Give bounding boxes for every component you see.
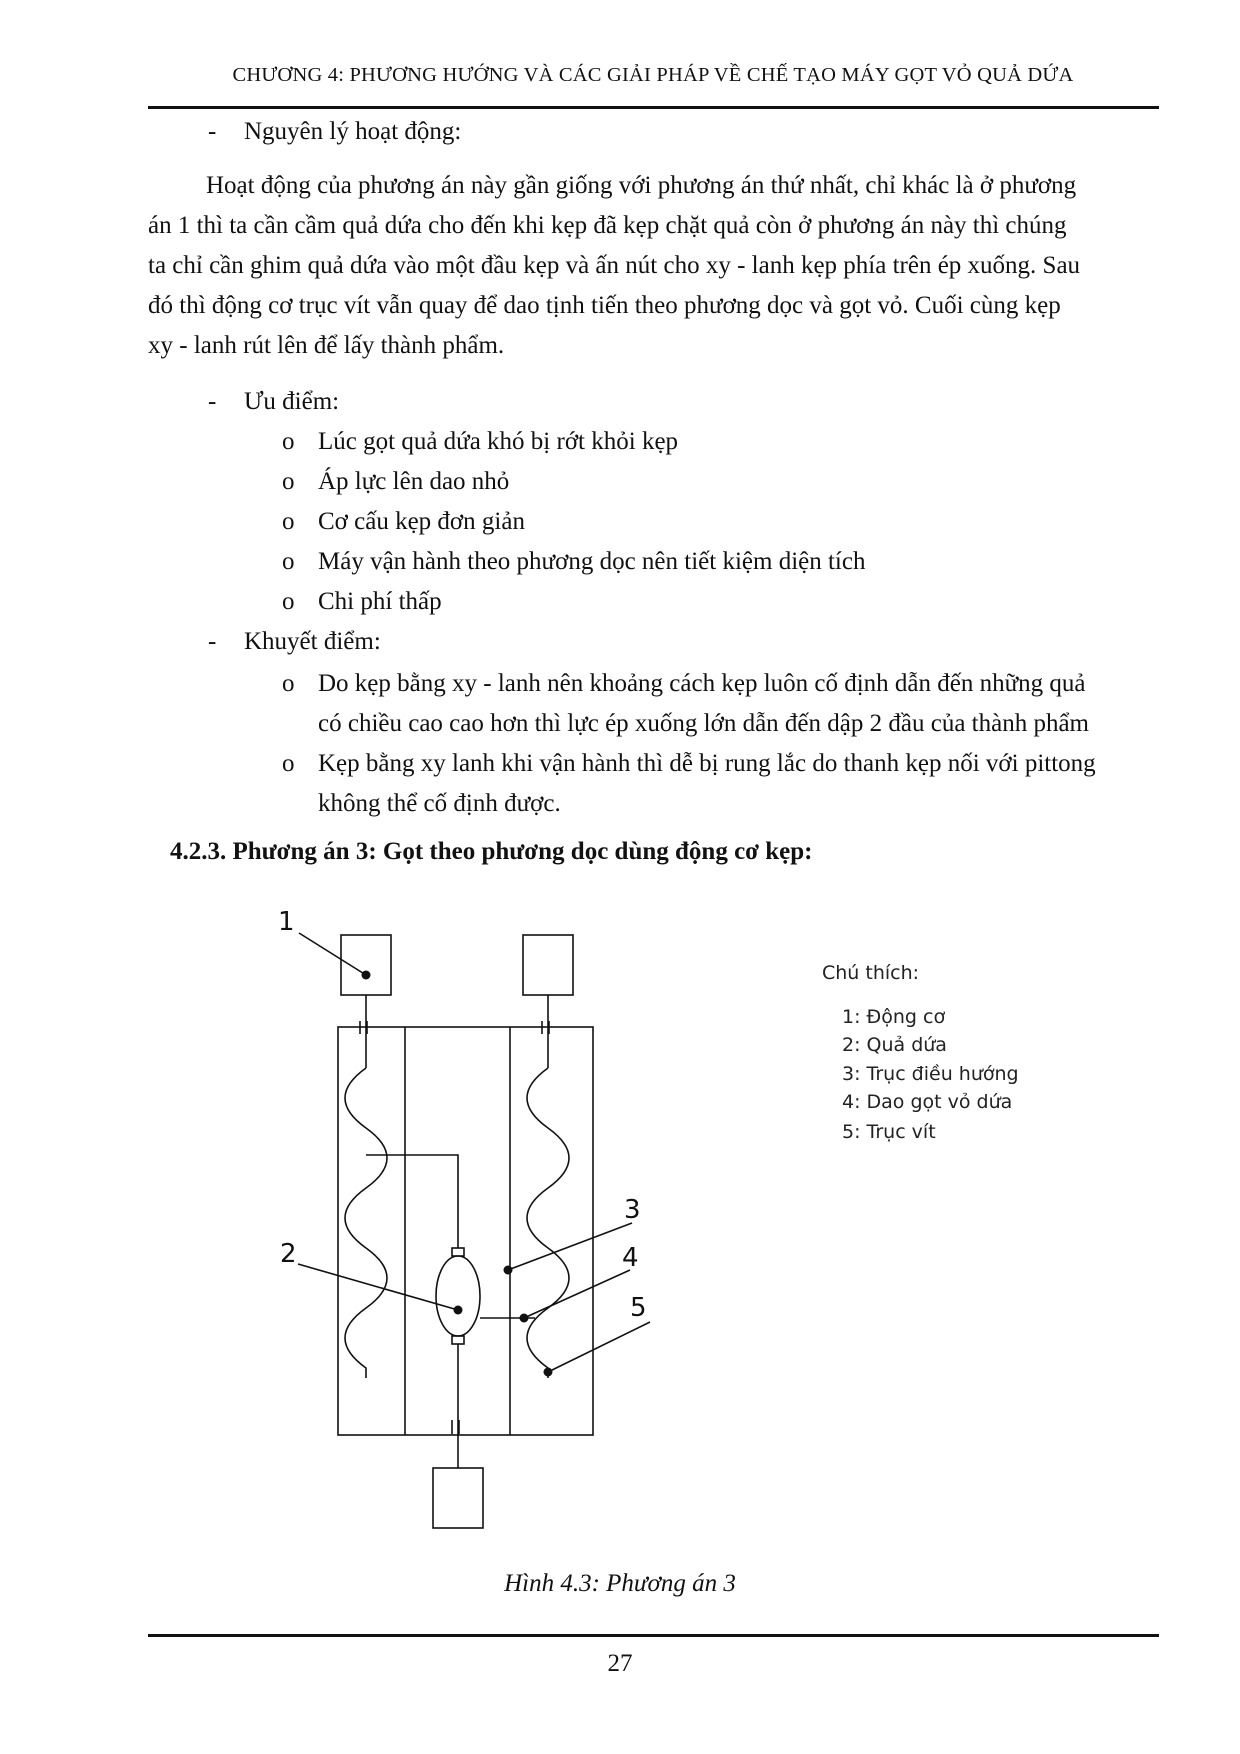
legend-item-4: 4: Dao gọt vỏ dứa [842,1091,1013,1113]
disadvantages-heading: Khuyết điểm: [244,628,381,655]
page-number: 27 [607,1650,633,1677]
figure-caption: Hình 4.3: Phương án 3 [504,1570,736,1597]
bullet-marker: o [282,670,295,697]
bottom-motor [433,1468,483,1528]
disadvantage-line-1: Kẹp bằng xy lanh khi vận hành thì dễ bị rung lắc do thanh kẹp nối với pittong [318,750,1096,777]
label-dot-4 [520,1314,529,1323]
leader-line-4 [524,1270,630,1318]
top-motor-right [523,935,573,995]
section-title: 4.2.3. Phương án 3: Gọt theo phương dọc dùng động cơ kẹp: [170,838,813,865]
leader-line-3 [508,1223,632,1270]
label-4: 4 [622,1243,639,1273]
clamp-bottom [452,1336,464,1344]
label-5: 5 [630,1293,647,1323]
footer-rule [148,1634,1159,1637]
bullet-marker: o [282,548,295,575]
bullet-marker: o [282,468,295,495]
clamp-top [452,1248,464,1256]
bullet-marker: o [282,428,295,455]
advantage-text: Lúc gọt quả dứa khó bị rớt khỏi kẹp [318,428,679,455]
disadvantage-line-2: không thể cố định được. [318,790,561,817]
top-motor-left [341,935,391,995]
legend-title: Chú thích: [822,962,920,984]
legend-item-5: 5: Trục vít [842,1121,936,1143]
legend-item-1: 1: Động cơ [842,1006,946,1028]
principle-heading: Nguyên lý hoạt động: [244,118,462,145]
disadvantage-line-1: Do kẹp bằng xy - lanh nên khoảng cách kẹp luôn cố định dẫn đến những quả [318,670,1086,697]
label-2: 2 [280,1239,297,1269]
bullet-marker: o [282,508,295,535]
dash-marker: - [208,628,217,655]
advantage-text: Cơ cấu kẹp đơn giản [318,508,525,535]
legend-item-3: 3: Trục điều hướng [842,1063,1019,1085]
page-header: CHƯƠNG 4: PHƯƠNG HƯỚNG VÀ CÁC GIẢI PHÁP VỀ CHẾ TẠO MÁY GỌT VỎ QUẢ DỨA [232,64,1074,86]
principle-line-1: Hoạt động của phương án này gần giống với phương án thứ nhất, chỉ khác là ở phương [206,172,1077,199]
guide-rod [366,1155,458,1248]
dash-marker: - [208,118,217,145]
leader-line-1 [299,933,366,975]
dash-marker: - [208,388,217,415]
principle-line-3: ta chỉ cần ghim quả dứa vào một đầu kẹp và ấn nút cho xy - lanh kẹp phía trên ép xuống. Sau [148,252,1081,279]
label-dot-2 [454,1306,463,1315]
advantage-text: Máy vận hành theo phương dọc nên tiết kiệm diện tích [318,548,866,575]
leader-line-5 [548,1322,650,1372]
screw-left [345,1068,387,1378]
bullet-marker: o [282,750,295,777]
principle-line-2: án 1 thì ta cần cầm quả dứa cho đến khi kẹp đã kẹp chặt quả còn ở phương án này thì chúng [148,212,1067,239]
label-dot-5 [544,1368,553,1377]
principle-line-5: xy - lanh rút lên để lấy thành phẩm. [148,332,505,359]
label-dot-3 [504,1266,513,1275]
disadvantage-line-2: có chiều cao cao hơn thì lực ép xuống lớn dẫn đến dập 2 đầu của thành phẩm [318,710,1089,737]
screw-right [527,1068,569,1378]
advantage-text: Chi phí thấp [318,588,442,615]
pineapple [436,1256,480,1336]
advantages-heading: Ưu điểm: [244,388,340,415]
label-1: 1 [278,907,295,937]
label-dot-1 [362,971,371,980]
legend-item-2: 2: Quả dứa [842,1034,947,1056]
advantage-text: Áp lực lên dao nhỏ [318,468,510,495]
principle-line-4: đó thì động cơ trục vít vẫn quay để dao tịnh tiến theo phương dọc và gọt vỏ. Cuối cùng kẹp [148,292,1061,319]
machine-frame [338,1027,593,1435]
bullet-marker: o [282,588,295,615]
label-3: 3 [624,1195,641,1225]
leader-line-2 [298,1264,458,1310]
